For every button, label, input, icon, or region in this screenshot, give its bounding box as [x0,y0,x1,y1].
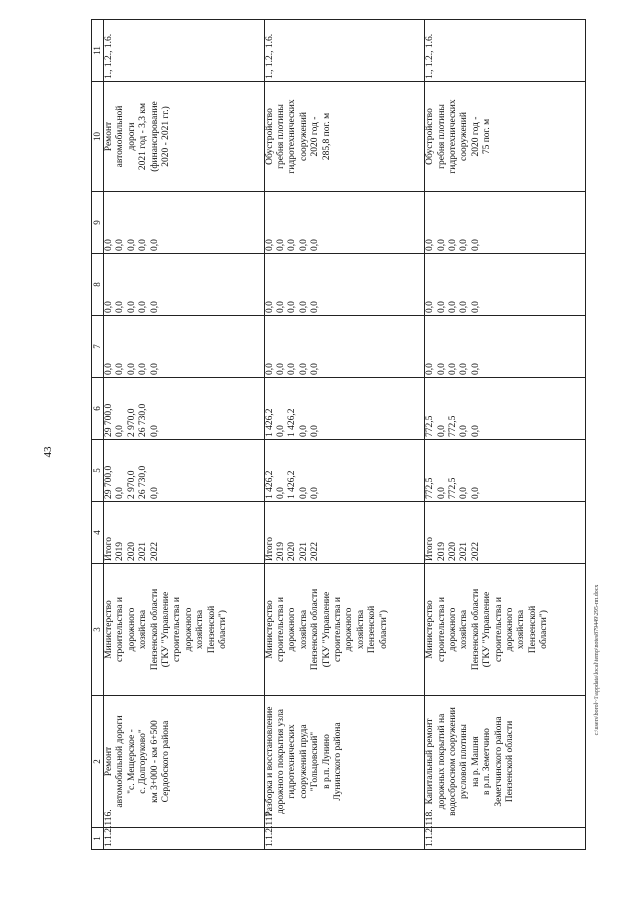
regional-budget-line: 0,0 [276,425,287,437]
federal-budget-line: 0,0 [470,363,481,375]
extra-budgetary-line: 0,0 [276,239,287,251]
target-indicator-line: 1., 1.2., 1.6. [425,33,436,79]
activity-name-line: км 3+000 - км 6+500 [149,720,160,803]
activity-name-line: "Гольцовский" [310,731,321,792]
municipal-budget-line: 0,0 [459,301,470,313]
target-indicator-cell [104,20,265,82]
activity-name-line: Ремонт [104,746,114,777]
expected-result-line: 2020 - 2021 гг.) [160,106,171,167]
funding-years-line: Итого [425,536,436,561]
activity-name-line: на р. Машня [470,736,481,787]
federal-budget-line: 0,0 [149,363,160,375]
responsible-executor-line: дорожного [126,607,137,652]
responsible-executor-line: строительства и [172,597,183,662]
responsible-executor-line: Пензенской [206,605,217,654]
column-number-1: 1 [92,828,104,850]
extra-budgetary-line: 0,0 [104,239,114,251]
municipal-budget-line: 0,0 [126,301,137,313]
responsible-executor-line: (ГКУ "Управление [160,591,171,668]
total-funding-cell [104,440,265,502]
funding-years-cell [264,502,425,564]
expected-result-line: Обустройство [425,108,436,165]
responsible-executor-line: Пензенской области [149,588,160,671]
expected-result-line: (финансирование [149,101,160,172]
municipal-budget-line: 0,0 [287,301,298,313]
regional-budget-line: 0,0 [298,425,309,437]
activity-name-cell [264,696,425,828]
regional-budget-line: 772,5 [425,415,436,437]
row-number-cell [425,809,586,850]
expected-result-cell [264,82,425,192]
federal-budget-cell [264,316,425,378]
expected-result-line: 285,8 пог. м [321,112,332,161]
regional-budget-line: 2 970,0 [126,408,137,437]
activity-name-line: гидротехнических [287,724,298,799]
responsible-executor-line: хозяйства [195,609,206,650]
responsible-executor-line: строительства и [436,597,447,662]
responsible-executor-cell [425,564,586,696]
total-funding-line: 0,0 [459,487,470,499]
funding-years-line: 2022 [310,542,321,561]
extra-budgetary-line: 0,0 [287,239,298,251]
expected-result-line: сооружений [298,112,309,161]
activity-name-line: дорожных покрытий на [436,713,447,810]
table-row [104,20,265,850]
extra-budgetary-line: 0,0 [126,239,137,251]
regional-budget-cell [425,378,586,440]
table-row [264,20,425,850]
column-number-7: 7 [92,316,104,378]
responsible-executor-line: области") [217,610,228,649]
regional-budget-line: 0,0 [310,425,321,437]
activity-name-line: водосбросном сооружении [448,707,459,816]
extra-budgetary-line: 0,0 [448,239,459,251]
expected-result-line: 2020 год - [310,116,321,157]
total-funding-line: 0,0 [310,487,321,499]
total-funding-line: 2 970,0 [126,470,137,499]
column-number-9: 9 [92,192,104,254]
municipal-budget-line: 0,0 [149,301,160,313]
funding-years-cell [425,502,586,564]
responsible-executor-cell [264,564,425,696]
municipal-budget-line: 0,0 [276,301,287,313]
total-funding-line: 1 426,2 [264,470,275,499]
activity-name-line: Сердобского района [160,720,171,803]
total-funding-line: 0,0 [298,487,309,499]
total-funding-line: 0,0 [149,487,160,499]
table-rotation-frame [91,20,586,850]
funding-years-line: 2019 [276,542,287,561]
expected-result-cell [104,82,265,192]
activity-name-line: дорожного покрытия узла [276,708,287,815]
federal-budget-line: 0,0 [459,363,470,375]
activity-name-line: автомобильной дороги [115,715,126,808]
responsible-executor-line: области") [378,610,389,649]
municipal-budget-cell [264,254,425,316]
municipal-budget-cell [104,254,265,316]
federal-budget-line: 0,0 [448,363,459,375]
funding-years-line: 2021 [298,542,309,561]
municipal-budget-line: 0,0 [138,301,149,313]
extra-budgetary-line: 0,0 [264,239,275,251]
extra-budgetary-line: 0,0 [436,239,447,251]
row-number-line: 1.1.2.117. [264,809,275,847]
municipal-budget-line: 0,0 [448,301,459,313]
activity-name-line: Разборка и восстановление [264,706,275,817]
activity-name-line: Пензенской области [505,720,516,803]
funding-years-line: Итого [104,536,114,561]
municipal-budget-line: 0,0 [115,301,126,313]
responsible-executor-line: дорожного [183,607,194,652]
activity-name-line: Капитальный ремонт [425,718,436,805]
expected-result-line: 2020 год - [470,116,481,157]
activity-name-line: русловой плотины [459,724,470,799]
extra-budgetary-line: 0,0 [115,239,126,251]
municipal-budget-line: 0,0 [310,301,321,313]
activity-name-line: "с. Мещерское - [126,729,137,794]
expected-result-line: гидротехнических [448,99,459,174]
federal-budget-line: 0,0 [138,363,149,375]
expected-result-line: сооружений [459,112,470,161]
federal-budget-line: 0,0 [287,363,298,375]
funding-years-line: 2022 [149,542,160,561]
responsible-executor-line: (ГКУ "Управление [321,591,332,668]
funding-years-line: 2020 [287,542,298,561]
regional-budget-line: 1 426,2 [287,408,298,437]
federal-budget-line: 0,0 [310,363,321,375]
extra-budgetary-line: 0,0 [138,239,149,251]
responsible-executor-line: хозяйства [298,609,309,650]
column-number-10: 10 [92,82,104,192]
regional-budget-line: 1 426,2 [264,408,275,437]
extra-budgetary-line: 0,0 [149,239,160,251]
total-funding-line: 1 426,2 [287,470,298,499]
responsible-executor-line: Пензенской [527,605,538,654]
regional-budget-line: 772,5 [448,415,459,437]
responsible-executor-line: Пензенской области [470,588,481,671]
federal-budget-line: 0,0 [298,363,309,375]
total-funding-line: 0,0 [470,487,481,499]
extra-budgetary-line: 0,0 [298,239,309,251]
activity-name-line: в р.п. Земетчино [482,728,493,795]
regional-budget-line: 29 700,0 [104,403,114,437]
extra-budgetary-cell [104,192,265,254]
program-activities-table [91,19,586,850]
funding-years-line: Итого [264,536,275,561]
federal-budget-cell [104,316,265,378]
total-funding-cell [264,440,425,502]
column-number-6: 6 [92,378,104,440]
extra-budgetary-cell [425,192,586,254]
responsible-executor-line: строительства и [276,597,287,662]
responsible-executor-line: дорожного [448,607,459,652]
row-number-cell [264,809,425,850]
footer-file-path: c:\users\borol~1\appdata\local\temp\notes879449\295-пп.docx [594,584,600,736]
regional-budget-line: 0,0 [470,425,481,437]
target-indicator-cell [264,20,425,82]
expected-result-line: Ремонт [104,121,114,152]
funding-years-line: 2020 [126,542,137,561]
regional-budget-line: 0,0 [436,425,447,437]
expected-result-line: дороги [126,122,137,151]
funding-years-line: 2021 [138,542,149,561]
federal-budget-line: 0,0 [115,363,126,375]
responsible-executor-line: Пензенской [367,605,378,654]
municipal-budget-line: 0,0 [470,301,481,313]
regional-budget-cell [264,378,425,440]
municipal-budget-line: 0,0 [264,301,275,313]
column-number-4: 4 [92,502,104,564]
funding-years-line: 2019 [436,542,447,561]
total-funding-line: 0,0 [276,487,287,499]
total-funding-line: 772,5 [448,477,459,499]
expected-result-line: 2021 год - 3,3 км [138,102,149,171]
regional-budget-line: 0,0 [459,425,470,437]
row-number-cell [104,809,265,850]
column-number-5: 5 [92,440,104,502]
column-number-8: 8 [92,254,104,316]
responsible-executor-line: строительства и [115,597,126,662]
total-funding-line: 26 730,0 [138,465,149,499]
total-funding-line: 0,0 [115,487,126,499]
activity-name-line: сооружений пруда [298,724,309,799]
expected-result-line: гребня плотины [436,104,447,169]
activity-name-cell [104,696,265,828]
responsible-executor-line: Министерство [264,600,275,659]
federal-budget-line: 0,0 [425,363,436,375]
responsible-executor-cell [104,564,265,696]
responsible-executor-line: Министерство [425,600,436,659]
table-row [425,20,586,850]
activity-name-line: Земетчинского района [493,716,504,807]
municipal-budget-cell [425,254,586,316]
extra-budgetary-line: 0,0 [425,239,436,251]
responsible-executor-line: дорожного [287,607,298,652]
expected-result-cell [425,82,586,192]
responsible-executor-line: Министерство [104,600,114,659]
regional-budget-cell [104,378,265,440]
column-number-11: 11 [92,20,104,82]
responsible-executor-line: дорожного [344,607,355,652]
responsible-executor-line: дорожного [505,607,516,652]
funding-years-line: 2022 [470,542,481,561]
federal-budget-line: 0,0 [276,363,287,375]
total-funding-line: 0,0 [436,487,447,499]
regional-budget-line: 0,0 [115,425,126,437]
responsible-executor-line: хозяйства [459,609,470,650]
table-landscape-container [91,20,586,850]
federal-budget-line: 0,0 [104,363,114,375]
activity-name-line: Лунинского района [333,722,343,801]
extra-budgetary-line: 0,0 [459,239,470,251]
responsible-executor-line: строительства и [493,597,504,662]
responsible-executor-line: области") [539,610,550,649]
column-number-2: 2 [92,696,104,828]
responsible-executor-line: хозяйства [138,609,149,650]
target-indicator-line: 1., 1.2., 1.6. [264,33,275,79]
federal-budget-line: 0,0 [264,363,275,375]
activity-name-line: в р.п. Лунино [321,734,332,789]
expected-result-line: гидротехнических [287,99,298,174]
extra-budgetary-cell [264,192,425,254]
activity-name-cell [425,696,586,828]
responsible-executor-line: Пензенской области [310,588,321,671]
federal-budget-cell [425,316,586,378]
activity-name-line: с. Долгоруково" [138,729,149,794]
responsible-executor-line: хозяйства [516,609,527,650]
total-funding-line: 29 700,0 [104,465,114,499]
federal-budget-line: 0,0 [126,363,137,375]
regional-budget-line: 0,0 [149,425,160,437]
row-number-line: 1.1.2.118. [425,809,436,847]
regional-budget-line: 26 730,0 [138,403,149,437]
expected-result-line: Обустройство [264,108,275,165]
funding-years-line: 2020 [448,542,459,561]
funding-years-line: 2021 [459,542,470,561]
funding-years-line: 2019 [115,542,126,561]
responsible-executor-line: (ГКУ "Управление [482,591,493,668]
total-funding-cell [425,440,586,502]
target-indicator-line: 1., 1.2., 1.6. [104,33,114,79]
row-number-line: 1.1.2.116. [104,809,114,847]
responsible-executor-line: хозяйства [355,609,366,650]
column-number-3: 3 [92,564,104,696]
total-funding-line: 772,5 [425,477,436,499]
page-number: 43 [42,446,54,458]
responsible-executor-line: строительства и [333,597,343,662]
expected-result-line: 75 пог. м [482,118,493,155]
extra-budgetary-line: 0,0 [470,239,481,251]
extra-budgetary-line: 0,0 [310,239,321,251]
municipal-budget-line: 0,0 [104,301,114,313]
target-indicator-cell [425,20,586,82]
municipal-budget-line: 0,0 [425,301,436,313]
funding-years-cell [104,502,265,564]
federal-budget-line: 0,0 [436,363,447,375]
municipal-budget-line: 0,0 [298,301,309,313]
municipal-budget-line: 0,0 [436,301,447,313]
expected-result-line: автомобильной [115,105,126,168]
header-row [92,20,104,850]
expected-result-line: гребня плотины [276,104,287,169]
